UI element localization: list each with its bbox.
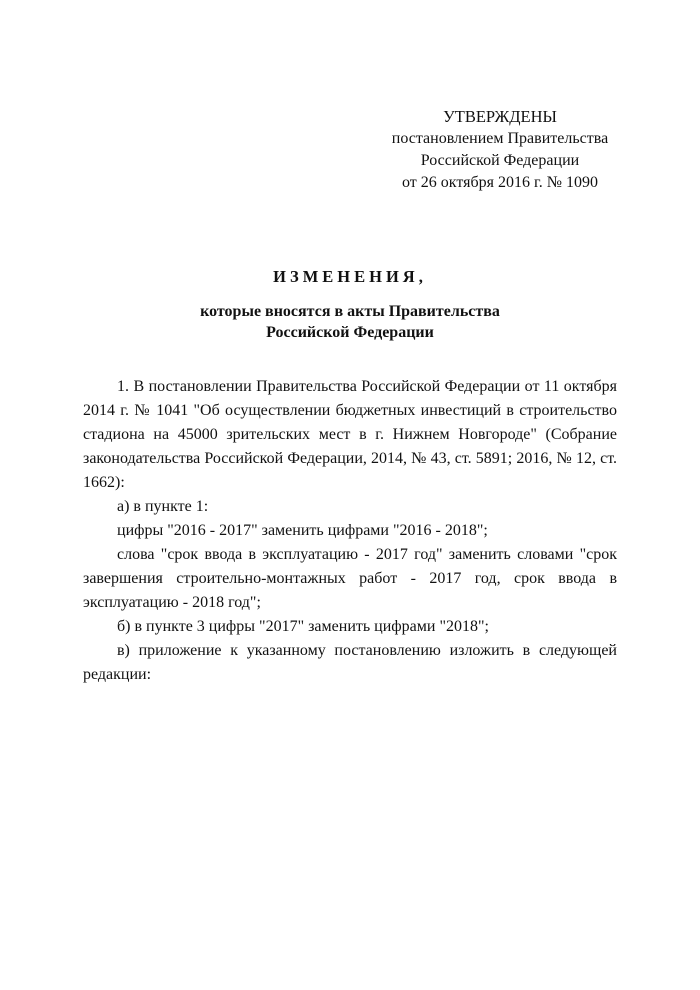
- approval-stamp: [380, 106, 620, 194]
- approval-line-3: от 26 октября 2016 г. № 1090: [401, 174, 598, 191]
- document-body: [83, 375, 617, 687]
- title-block: [120, 266, 580, 343]
- paragraph-2: а) в пункте 1:: [117, 498, 209, 515]
- paragraph-5: б) в пункте 3 цифры "2017" заменить цифрами "2018";: [117, 618, 489, 635]
- paragraph-1: 1. В постановлении Правительства Российской Федерации от 11 октября 2014 г. № 1041 "Об осуществлении бюджетных инвестиций в строительство стадиона на 45000 зрительских мест в г. Нижнем Новгороде" (Собрание законодательства Российской Федерации, 2014, № 43, ст. 5891; 2016, № 12, ст. 1662):: [83, 378, 617, 491]
- paragraph-4: слова "срок ввода в эксплуатацию - 2017 год" заменить словами "срок завершения строительно-монтажных работ - 2017 год, срок ввода в эксплуатацию - 2018 год";: [83, 546, 617, 611]
- subtitle-line-2: Российской Федерации: [266, 324, 434, 341]
- approval-line-2: Российской Федерации: [420, 152, 580, 169]
- approval-heading: УТВЕРЖДЕНЫ: [443, 107, 557, 126]
- approval-line-1: постановлением Правительства: [391, 130, 609, 147]
- subtitle-line-1: которые вносятся в акты Правительства: [200, 303, 500, 320]
- paragraph-3: цифры "2016 - 2017" заменить цифрами "2016 - 2018";: [117, 522, 488, 539]
- paragraph-6: в) приложение к указанному постановлению изложить в следующей редакции:: [83, 642, 617, 683]
- document-title: ИЗМЕНЕНИЯ,: [273, 267, 427, 286]
